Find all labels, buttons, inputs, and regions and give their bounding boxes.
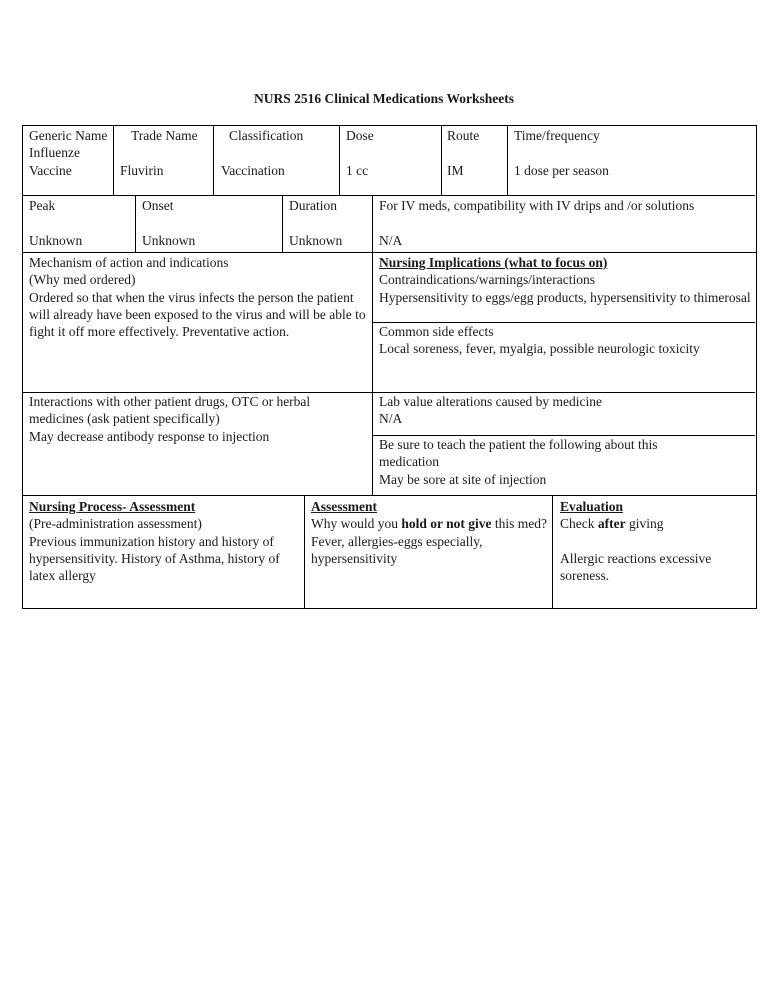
generic-name-value: Influenze Vaccine [29, 145, 80, 178]
evaluation-check: Check after giving [560, 516, 664, 532]
interactions-text: May decrease antibody response to injection [29, 428, 270, 444]
drug-info-block [22, 125, 757, 253]
lab-values-text: N/A [379, 411, 403, 427]
classification-label: Classification [229, 128, 304, 143]
route-label: Route [447, 128, 480, 143]
classification-value: Vaccination [221, 163, 285, 178]
interactions-label: Interactions with other patient drugs, OTC or herbal medicines (ask patient specifically) [29, 394, 311, 427]
assessment-block [22, 495, 757, 609]
duration-label: Duration [289, 198, 337, 213]
teach-cell [379, 436, 719, 488]
nursing-process-label: Nursing Process- Assessment [29, 499, 196, 514]
teach-text: May be sore at site of injection [379, 471, 547, 487]
contraindications-text: Hypersensitivity to eggs/egg products, hypersensitivity to thimerosal [379, 289, 751, 305]
mechanism-text: Ordered so that when the virus infects the person the patient will already have been exposed to the virus and will be able to fight it off more effectively. Preventative action. [29, 289, 366, 340]
peak-label: Peak [29, 198, 56, 213]
assessment-question: Why would you hold or not give this med? [311, 516, 548, 532]
side-effects-label: Common side effects [379, 324, 494, 339]
interactions-cell [29, 393, 365, 445]
evaluation-cell [560, 498, 752, 584]
dose-value: 1 cc [346, 163, 369, 178]
generic-name-cell [29, 127, 109, 179]
generic-name-label: Generic Name [29, 128, 108, 143]
mechanism-label: Mechanism of action and indications [29, 255, 229, 270]
side-effects-text: Local soreness, fever, myalgia, possible neurologic toxicity [379, 341, 700, 357]
nursing-process-sublabel: (Pre-administration assessment) [29, 516, 202, 532]
trade-name-value: Fluvirin [120, 163, 164, 178]
lab-values-cell [379, 393, 753, 428]
details-block [22, 252, 757, 496]
page-title: NURS 2516 Clinical Medications Worksheets [253, 91, 514, 106]
evaluation-label: Evaluation [560, 499, 624, 514]
implications-label: Nursing Implications (what to focus on) [379, 255, 608, 270]
implications-cell [379, 254, 753, 306]
onset-label: Onset [142, 198, 174, 213]
time-frequency-label: Time/frequency [514, 128, 600, 143]
dose-label: Dose [346, 128, 374, 143]
teach-label: Be sure to teach the patient the following about this medication [379, 437, 658, 470]
evaluation-text: Allergic reactions excessive soreness. [560, 550, 712, 583]
route-value: IM [447, 163, 464, 178]
peak-value: Unknown [29, 233, 83, 248]
contraindications-label: Contraindications/warnings/interactions [379, 272, 595, 288]
time-frequency-value: 1 dose per season [514, 163, 609, 178]
iv-compatibility-value: N/A [379, 233, 403, 248]
iv-compatibility-label: For IV meds, compatibility with IV drips and /or solutions [379, 198, 695, 213]
nursing-process-cell [29, 498, 299, 584]
trade-name-label: Trade Name [131, 128, 198, 143]
assessment-cell [311, 498, 551, 567]
lab-values-label: Lab value alterations caused by medicine [379, 394, 603, 409]
duration-value: Unknown [289, 233, 343, 248]
assessment-text: Fever, allergies-eggs especially, hypersensitivity [311, 533, 483, 566]
assessment-label: Assessment [311, 499, 377, 514]
onset-value: Unknown [142, 233, 196, 248]
mechanism-sublabel: (Why med ordered) [29, 272, 136, 288]
mechanism-cell [29, 254, 370, 340]
nursing-process-text: Previous immunization history and history of hypersensitivity. History of Asthma, history of latex allergy [29, 533, 280, 584]
side-effects-cell [379, 323, 755, 358]
